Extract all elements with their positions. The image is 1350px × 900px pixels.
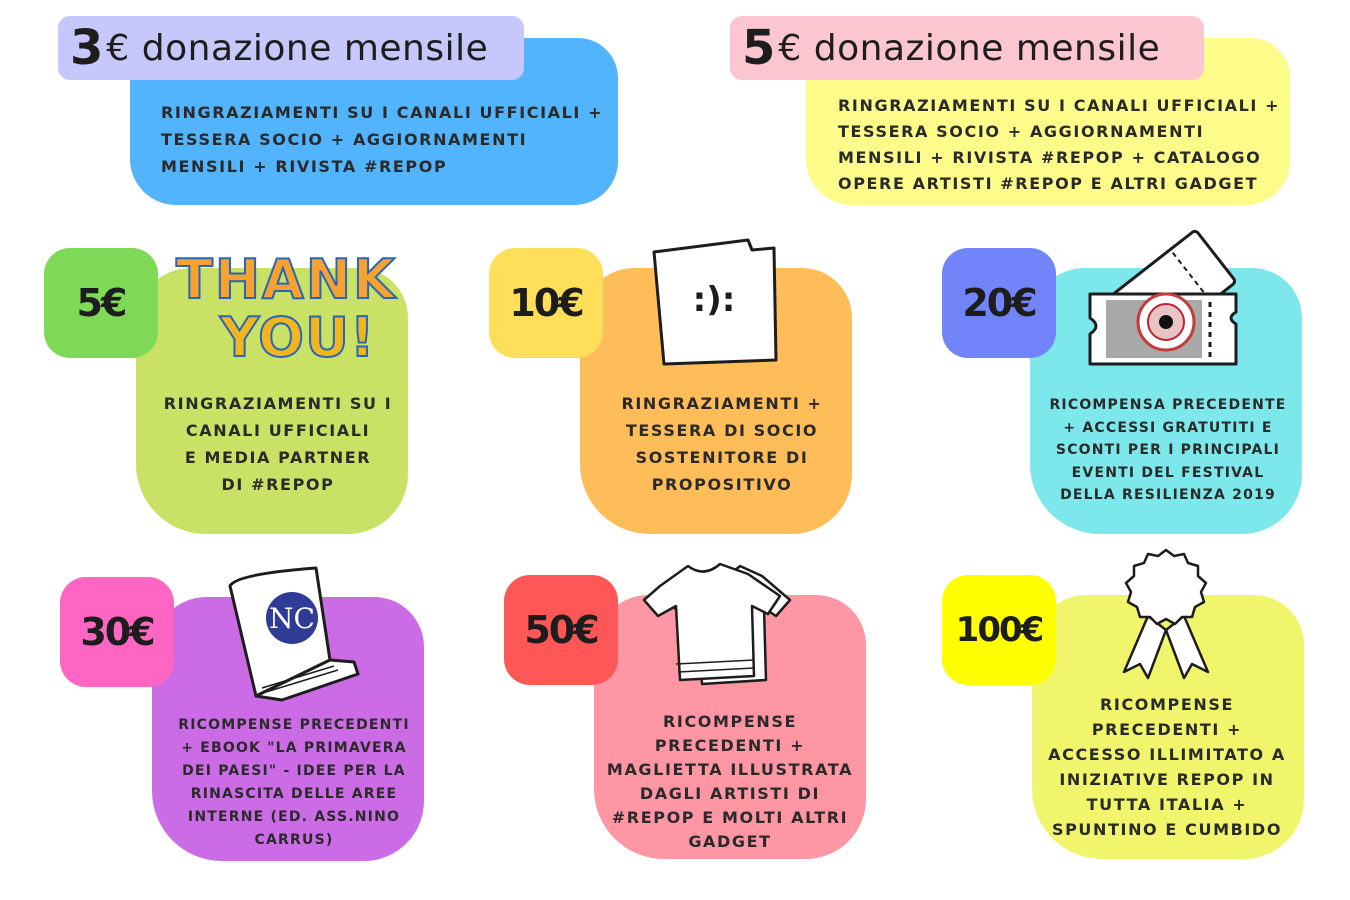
tier-20-description: RICOMPENSA PRECEDENTE + ACCESSI GRATUTITI E SCONTI PER I PRINCIPALI EVENTI DEL FESTIVAL DELLA RESILIENZA 2019: [1049, 397, 1287, 503]
smiley-card-icon: [648, 232, 780, 368]
monthly-3-label: € donazione mensile: [106, 27, 489, 69]
monthly-5-amount: 5: [742, 20, 775, 76]
tier-50-tag: [504, 575, 618, 685]
svg-text:NC: NC: [269, 602, 315, 635]
tier-30-description: RICOMPENSE PRECEDENTI + EBOOK "LA PRIMAVERA DEI PAESI" - IDEE PER LA RINASCITA DELLE AREE INTERNE (ED. ASS.NINO CARRUS): [178, 717, 410, 848]
tier-20-price: 20€: [962, 281, 1036, 325]
tier-5-tag: [44, 248, 158, 358]
smiley-face-text: :):: [692, 280, 736, 320]
tier-100-tag: [942, 575, 1056, 685]
tier-5-description: RINGRAZIAMENTI SU I CANALI UFFICIALI E MEDIA PARTNER DI #REPOP: [163, 394, 393, 494]
thank-you-line2: YOU!: [220, 306, 376, 369]
tier-50-price: 50€: [524, 608, 598, 652]
monthly-5-description: RINGRAZIAMENTI SU I CANALI UFFICIALI + TESSERA SOCIO + AGGIORNAMENTI MENSILI + RIVISTA #REPOP + CATALOGO OPERE ARTISTI #REPOP E ALTRI GADGET: [838, 96, 1281, 193]
monthly-3-amount: 3: [70, 20, 103, 76]
thank-you-line1: THANK: [176, 248, 397, 311]
ribbon-icon: [1118, 546, 1214, 680]
monthly-5-header: [730, 16, 1204, 80]
thank-you-icon: [176, 248, 397, 369]
tier-10-tag: [489, 248, 603, 358]
tier-100-description: RICOMPENSE PRECEDENTI + ACCESSO ILLIMITATO A INIZIATIVE REPOP IN TUTTA ITALIA + SPUNTINO E CUMBIDO: [1048, 695, 1286, 839]
tier-5-price: 5€: [76, 281, 126, 325]
tier-30-tag: [60, 577, 174, 687]
book-icon: [226, 566, 362, 702]
tshirt-icon: [640, 556, 816, 690]
monthly-3-header: [58, 16, 524, 80]
ticket-icon: [1086, 222, 1246, 370]
tier-30-price: 30€: [80, 610, 154, 654]
tier-10-description: RINGRAZIAMENTI + TESSERA DI SOCIO SOSTENITORE DI PROPOSITIVO: [621, 394, 823, 494]
monthly-3-description: RINGRAZIAMENTI SU I CANALI UFFICIALI + TESSERA SOCIO + AGGIORNAMENTI MENSILI + RIVISTA #REPOP: [161, 103, 604, 176]
tier-10-price: 10€: [509, 281, 583, 325]
tier-50-description: RICOMPENSE PRECEDENTI + MAGLIETTA ILLUSTRATA DAGLI ARTISTI DI #REPOP E MOLTI ALTRI GADGET: [606, 712, 854, 851]
monthly-5-label: € donazione mensile: [778, 27, 1161, 69]
tier-100-price: 100€: [955, 610, 1043, 650]
tier-20-tag: [942, 248, 1056, 358]
